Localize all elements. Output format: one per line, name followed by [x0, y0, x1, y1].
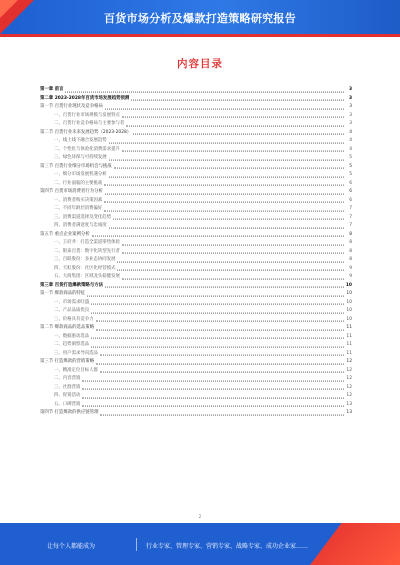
toc-entry[interactable] [40, 197, 352, 206]
toc-entry-title: 第五节 重点企业案例分析 [40, 231, 90, 237]
toc-entry-page: 6 [349, 180, 352, 186]
toc-leader-dots [105, 193, 344, 194]
toc-entry-title: 第一节 百货行业现状及竞争格局 [40, 104, 103, 109]
toc-entry-page: 10 [346, 291, 352, 296]
toc-entry[interactable] [40, 163, 352, 172]
toc-entry-title: 第三节 百货行业细分市场机会与挑战 [40, 163, 112, 169]
toc-leader-dots [133, 134, 344, 135]
toc-entry-title: 第三节 打造爆款的营销策略 [40, 359, 95, 364]
toc-leader-dots [109, 142, 344, 143]
toc-entry[interactable] [40, 95, 352, 104]
toc-leader-dots [91, 312, 344, 313]
toc-entry[interactable] [40, 273, 352, 282]
toc-entry[interactable] [40, 358, 352, 367]
toc-entry-page: 3 [348, 87, 352, 92]
toc-leader-dots [114, 168, 344, 169]
toc-entry-title: 四、天虹股份：社区化经营模式 [54, 265, 116, 271]
toc-entry[interactable] [40, 146, 352, 155]
toc-entry[interactable] [40, 375, 352, 384]
toc-leader-dots [100, 355, 344, 356]
toc-leader-dots [91, 304, 344, 305]
toc-entry[interactable] [40, 341, 352, 350]
toc-entry-page: 10 [346, 308, 352, 313]
toc-entry-title: 四、消费者满意度与忠诚度 [54, 223, 107, 228]
toc-entry-title: 第二节 百货行业未来发展趋势（2023-2028） [40, 129, 132, 135]
toc-leader-dots [100, 372, 344, 373]
toc-title: 内容目录 [177, 58, 223, 70]
toc-entry[interactable] [40, 350, 352, 359]
toc-leader-dots [131, 100, 344, 101]
toc-entry[interactable] [40, 120, 352, 129]
toc-entry-page: 13 [346, 401, 352, 407]
toc-entry-title: 二、个性化与体验化消费需求提升 [54, 146, 120, 152]
toc-leader-dots [117, 270, 344, 271]
toc-entry[interactable] [40, 248, 352, 257]
toc-entry-title: 第三章 百货打造爆款策略与方法 [40, 282, 103, 288]
toc-entry-title: 二、百货行业竞争格局与主要参与者 [54, 121, 125, 126]
toc-entry-page: 4 [349, 138, 352, 143]
toc-entry[interactable] [40, 290, 352, 299]
footer-divider [136, 538, 137, 551]
toc-leader-dots [91, 338, 344, 339]
toc-entry-page: 12 [346, 393, 352, 398]
toc-entry-page: 3 [349, 112, 352, 118]
toc-entry-page: 12 [346, 376, 352, 381]
toc-entry[interactable] [40, 188, 352, 197]
toc-leader-dots [104, 210, 344, 211]
header-underline [0, 34, 400, 37]
toc-entry-title: 二、趋势洞察选品 [54, 342, 90, 347]
toc-entry-title: 三、百联股份：多业态协同发展 [54, 257, 116, 262]
toc-entry-title: 第一章 前言 [40, 87, 64, 92]
toc-leader-dots [92, 236, 344, 237]
toc-entry[interactable] [40, 307, 352, 316]
toc-entry[interactable] [40, 154, 352, 163]
toc-leader-dots [109, 176, 344, 177]
toc-entry-title: 第二章 2023-2028年百货市场发展趋势预测 [40, 95, 130, 101]
toc-entry-title: 一、数据驱动选品 [54, 333, 90, 339]
toc-entry[interactable] [40, 214, 352, 223]
footer-slogan-right: 行业专家、管理专家、营销专家、战略专家、成功企业家…… [146, 543, 309, 550]
footer-slogan-left: 让每个人都能成为 [47, 543, 96, 550]
toc-entry-page: 5 [349, 172, 352, 177]
toc-leader-dots [109, 227, 344, 228]
toc-entry[interactable] [40, 239, 352, 248]
toc-entry[interactable] [40, 299, 352, 308]
toc-entry[interactable] [40, 222, 352, 231]
toc-entry-page: 4 [349, 129, 352, 135]
toc-entry[interactable] [40, 103, 352, 112]
toc-entry[interactable] [40, 137, 352, 146]
toc-entry-page: 11 [346, 325, 352, 330]
toc-entry-page: 8 [349, 257, 352, 262]
toc-leader-dots [122, 117, 344, 118]
toc-entry-page: 8 [349, 248, 352, 254]
toc-entry[interactable] [40, 256, 352, 265]
toc-leader-dots [105, 108, 344, 109]
toc-entry[interactable] [40, 171, 352, 180]
toc-entry-page: 7 [349, 214, 352, 220]
toc-leader-dots [113, 219, 344, 220]
toc-leader-dots [91, 346, 344, 347]
toc-entry-page: 8 [349, 231, 352, 237]
toc-leader-dots [96, 363, 344, 364]
toc-entry-page: 12 [346, 367, 352, 373]
toc-entry[interactable] [40, 333, 352, 342]
toc-leader-dots [122, 151, 344, 152]
toc-entry[interactable] [40, 401, 352, 410]
toc-entry[interactable] [40, 324, 352, 333]
toc-entry[interactable] [40, 180, 352, 189]
toc-entry[interactable] [40, 265, 352, 274]
toc-entry-page: 11 [346, 342, 352, 347]
toc-entry[interactable] [40, 86, 352, 95]
report-title: 百货市场分析及爆款打造策略研究报告 [103, 12, 297, 25]
toc-entry-title: 二、银泰百货：数字化转型先行者 [54, 248, 120, 254]
toc-entry-title: 三、价格具有竞争力 [54, 316, 94, 322]
toc-entry-title: 第四节 百货市场消费者行为分析 [40, 189, 103, 194]
toc-entry-title: 一、王府井：打造全渠道零售体验 [54, 240, 120, 245]
toc-entry-page: 6 [349, 189, 352, 194]
toc-leader-dots [109, 159, 344, 160]
toc-entry-page: 9 [349, 265, 352, 271]
toc-entry-page: 5 [349, 155, 352, 160]
toc-entry-title: 二、不同年龄层消费偏好 [54, 206, 103, 211]
toc-entry-page: 11 [346, 350, 352, 356]
toc-entry-title: 一、线上线下融合发展趋势 [54, 138, 107, 143]
toc-entry-page: 3 [349, 121, 352, 126]
toc-entry-page: 7 [349, 206, 352, 211]
toc-leader-dots [122, 278, 344, 279]
toc-entry-page: 8 [349, 240, 352, 245]
toc-entry-title: 三、用户需求导向选品 [54, 350, 98, 356]
toc-entry-title: 二、行业面临的主要挑战 [54, 180, 103, 186]
toc-entry[interactable] [40, 392, 352, 401]
toc-entry-title: 一、细分市场发展机遇分析 [54, 172, 107, 177]
toc-entry-title: 三、消费渠道选择及变化趋势 [54, 214, 112, 220]
toc-entry-title: 一、市场需求旺盛 [54, 299, 90, 305]
toc-entry-title: 三、绿色环保与可持续发展 [54, 155, 107, 160]
toc-leader-dots [96, 321, 344, 322]
toc-entry-page: 10 [346, 299, 352, 305]
toc-entry-page: 9 [349, 274, 352, 279]
toc-leader-dots [104, 202, 344, 203]
toc-leader-dots [126, 125, 344, 126]
toc-leader-dots [100, 414, 344, 415]
toc-entry-title: 五、口碑营销 [54, 401, 81, 407]
toc-entry-page: 3 [349, 104, 352, 109]
toc-entry[interactable] [40, 384, 352, 393]
toc-leader-dots [82, 406, 344, 407]
toc-entry-page: 11 [346, 333, 352, 339]
toc-entry-title: 一、消费者购买决策因素 [54, 197, 103, 203]
toc-entry[interactable] [40, 367, 352, 376]
toc-entry-page: 12 [346, 359, 352, 364]
toc-entry-page: 3 [348, 95, 352, 101]
toc-entry-page: 10 [346, 316, 352, 322]
toc-leader-dots [117, 261, 344, 262]
toc-leader-dots [122, 253, 344, 254]
page-number: 2 [198, 514, 202, 519]
toc-entry[interactable] [40, 282, 352, 291]
toc-leader-dots [122, 244, 344, 245]
toc-entry-page: 4 [349, 146, 352, 152]
toc-entry-title: 一、百货行业市场规模与发展特点 [54, 112, 120, 118]
toc-entry-title: 三、社群营销 [54, 384, 81, 390]
toc-entry-title: 二、内容营销 [54, 376, 81, 381]
toc-entry-title: 四、促销活动 [54, 393, 81, 398]
toc-leader-dots [96, 329, 344, 330]
toc-entry-title: 五、大商集团：区域龙头稳健发展 [54, 274, 120, 279]
toc-entry-page: 6 [349, 197, 352, 203]
toc-entry-title: 第四节 打造爆款的供应链管理 [40, 410, 99, 415]
toc-entry[interactable] [40, 112, 352, 121]
toc-entry-title: 二、产品品质优良 [54, 308, 90, 313]
toc-leader-dots [82, 397, 344, 398]
toc-leader-dots [104, 185, 344, 186]
toc-entry-page: 7 [349, 223, 352, 228]
toc-leader-dots [87, 295, 344, 296]
toc-entry[interactable] [40, 409, 352, 418]
toc-entry-page: 5 [349, 163, 352, 169]
toc-entry-title: 第一节 爆款商品的特征 [40, 291, 86, 296]
toc-entry[interactable] [40, 231, 352, 240]
toc-entry-page: 10 [345, 282, 352, 288]
toc-entry[interactable] [40, 316, 352, 325]
toc-entry-page: 12 [346, 384, 352, 390]
toc-leader-dots [105, 287, 344, 288]
toc-leader-dots [65, 91, 344, 92]
toc-entry-title: 第二节 爆款商品的选品策略 [40, 325, 95, 330]
table-of-contents [40, 86, 352, 418]
toc-entry-title: 一、精准定位目标人群 [54, 367, 98, 373]
toc-entry[interactable] [40, 129, 352, 138]
toc-leader-dots [82, 389, 344, 390]
toc-entry[interactable] [40, 205, 352, 214]
toc-entry-page: 13 [346, 410, 352, 415]
toc-leader-dots [82, 380, 344, 381]
